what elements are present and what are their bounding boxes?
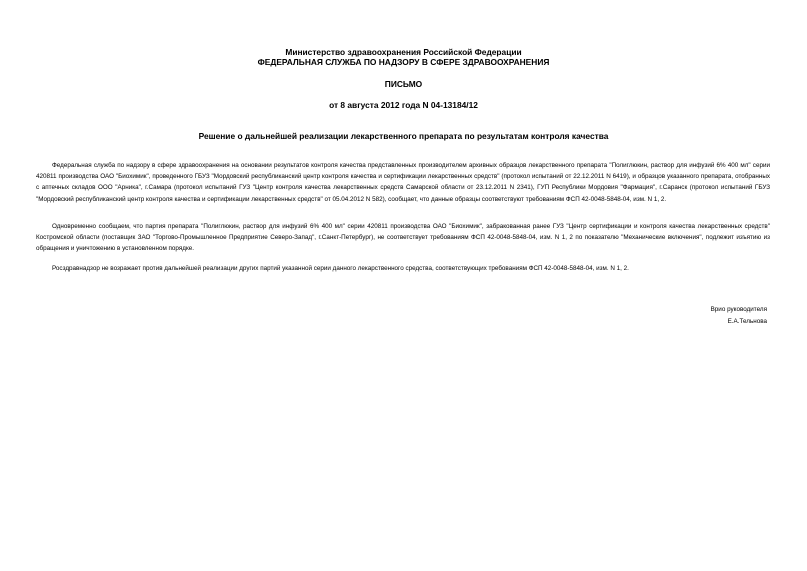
document-type: ПИСЬМО <box>384 79 423 89</box>
agency-name: ФЕДЕРАЛЬНАЯ СЛУЖБА ПО НАДЗОРУ В СФЕРЕ ЗДРАВООХРАНЕНИЯ <box>257 57 550 67</box>
document-date-number: от 8 августа 2012 года N 04-13184/12 <box>329 100 478 110</box>
body-paragraph-1: Федеральная служба по надзору в сфере здравоохранения на основании результатов контроля качества представленных производителем архивных образцов лекарственного препарата "Полиглюкин, раствор для инфузий 6% 400 мл" серии 420811 производства ОАО "Биохимик", проведенного ГБУЗ "Мордовский республиканский центр контроля качества и сертификации лекарственных средств" (протокол испытаний от 22.12.2011 N 6419), и образцов указанного препарата, отобранных с аптечных складов ООО "Арника", г.Самара (протокол испытаний ГУЗ "Центр контроля качества лекарственных средств Самарской области от 23.12.2011 N 2341), ГУП Республики Мордовия "Фармация", г.Саранск (протокол испытаний ГБУЗ "Мордовский республиканский центр контроля качества и сертификации лекарственных средств" от 05.04.2012 N 582), сообщает, что данные образцы соответствуют требованиям ФСП 42-0048-5848-04, изм. N 1, 2. <box>36 162 770 203</box>
body-paragraph-3: Росздравнадзор не возражает против дальнейшей реализации других партий указанной серии данного лекарственного средства, соответствующих требованиям ФСП 42-0048-5848-04, изм. N 1, 2. <box>52 265 629 272</box>
document-subject: Решение о дальнейшей реализации лекарственного препарата по результатам контроля качества <box>198 131 609 141</box>
body-paragraph-2: Одновременно сообщаем, что партия препарата "Полиглюкин, раствор для инфузий 6% 400 мл" серии 420811 производства ОАО "Биохимик", забракованная ранее ГУЗ "Центр сертификации и контроля качества лекарственных средств" Костромской области (поставщик ЗАО "Торгово-Промышленное Предприятие Северо-Запад", г.Санкт-Петербург), не соответствует требованиям ФСП 42-0048-5848-04, изм. N 1, 2 по показателю "Механические включения", подлежит изъятию из обращения и уничтожению в установленном порядке. <box>36 223 770 253</box>
ministry-name: Министерство здравоохранения Российской Федерации <box>285 47 522 57</box>
signature-position: Врио руководителя <box>710 306 767 313</box>
signature-name: Е.А.Тельнова <box>727 318 767 325</box>
